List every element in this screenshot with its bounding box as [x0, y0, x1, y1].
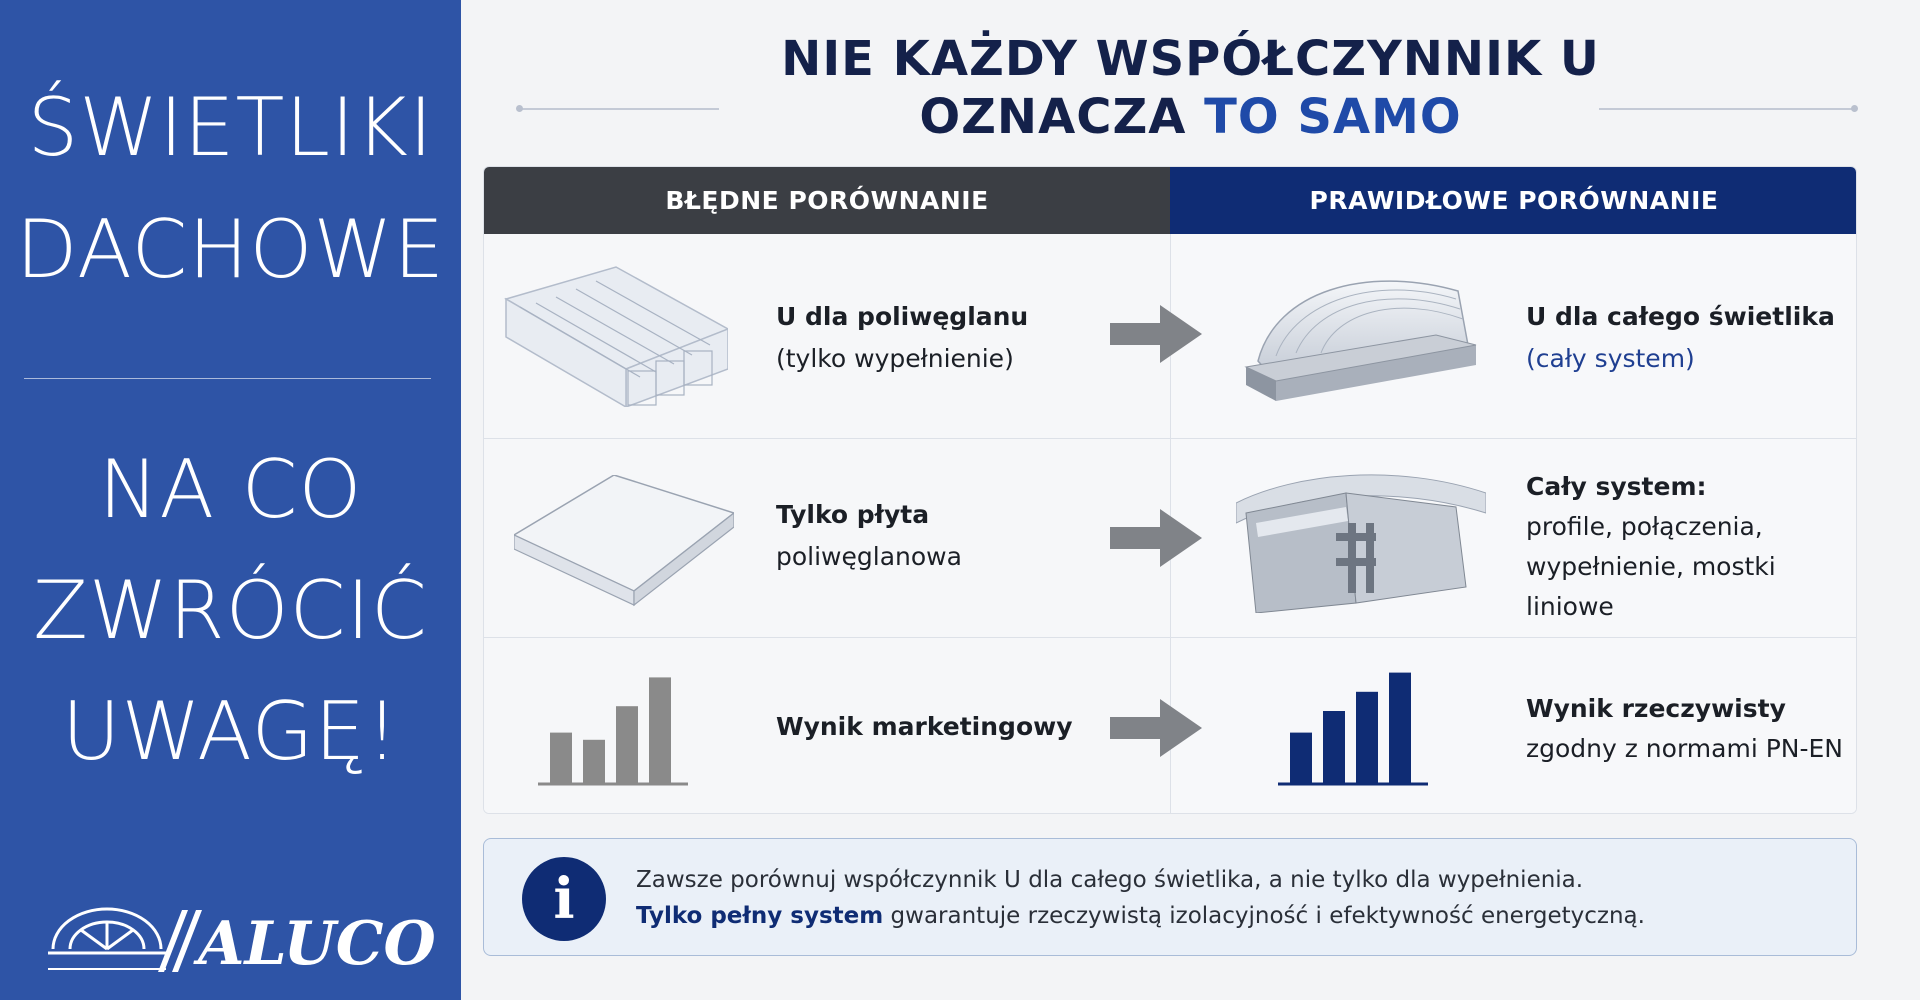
title-line2-accent: TO SAMO [1204, 89, 1462, 145]
row1-right-normal: (cały system) [1526, 344, 1695, 373]
aluminium-profile-system-image [1236, 463, 1486, 613]
info-line2-bold: Tylko pełny system [636, 903, 884, 929]
real-bar-4 [1389, 673, 1411, 783]
marketing-bar-4 [649, 677, 671, 783]
row2-wrong-normal: poliwęglanowa [776, 542, 962, 571]
title-line2 [461, 88, 1920, 146]
sub-line1: NA CO [98, 443, 363, 536]
title-deco-right [1599, 108, 1855, 110]
arrow-right-icon [1110, 509, 1202, 567]
main-content [461, 0, 1920, 1000]
row1-wrong-normal: (tylko wypełnienie) [776, 344, 1014, 373]
info-line2 [636, 903, 1645, 929]
real-bar-3 [1356, 692, 1378, 783]
arrow-right-icon [1110, 305, 1202, 363]
row3-wrong-bold: Wynik marketingowy [776, 712, 1073, 741]
info-line2-rest: gwarantuje rzeczywistą izolacyjność i efektywność energetyczną. [883, 903, 1645, 929]
sub-line2: ZWRÓCIĆ [33, 564, 428, 657]
row1-wrong-bold: U dla poliwęglanu [776, 302, 1029, 331]
left-panel [0, 0, 461, 1000]
real-bar-chart [1278, 657, 1428, 793]
marketing-bar-1 [550, 733, 572, 783]
heading-line1: ŚWIETLIKI [27, 81, 434, 174]
sub-line3: UWAGĘ! [61, 685, 400, 778]
row3-right-bold: Wynik rzeczywisty [1526, 694, 1786, 723]
row2-right-normal-2: wypełnienie, mostki liniowe [1526, 552, 1776, 621]
row2-right-normal-1: profile, połączenia, [1526, 512, 1763, 541]
arrow-right-icon [1110, 699, 1202, 757]
header-right-comparison: PRAWIDŁOWE PORÓWNANIE [1170, 167, 1857, 234]
real-bar-2 [1323, 711, 1345, 783]
left-divider [24, 378, 431, 379]
comparison-table [483, 166, 1857, 814]
real-bar-1 [1290, 733, 1312, 783]
aluco-logo [48, 902, 438, 972]
row2-wrong-bold: Tylko płyta [776, 500, 930, 529]
polycarbonate-sheet-image [514, 475, 734, 611]
title-deco-left [519, 108, 719, 110]
row2-right-bold: Cały system: [1526, 472, 1707, 501]
info-box [483, 838, 1857, 956]
row1-right-bold: U dla całego świetlika [1526, 302, 1835, 331]
info-line1: Zawsze porównuj współczynnik U dla całego świetlika, a nie tylko dla wypełnienia. [636, 867, 1584, 893]
title-line1: NIE KAŻDY WSPÓŁCZYNNIK U [781, 31, 1600, 87]
heading-line2: DACHOWE [15, 203, 446, 296]
logo-text: ALUCO [198, 909, 436, 972]
header-wrong-comparison: BŁĘDNE PORÓWNANIE [484, 167, 1170, 234]
marketing-bar-3 [616, 706, 638, 783]
title-line2-prefix: OZNACZA [919, 89, 1187, 145]
marketing-bar-2 [583, 740, 605, 783]
skylight-logo-icon [48, 909, 166, 953]
skylight-dome-image [1236, 261, 1486, 409]
marketing-bar-chart [538, 657, 688, 793]
row3-right-normal: zgodny z normami PN-EN [1526, 734, 1844, 763]
polycarbonate-channel-image [496, 259, 728, 407]
info-icon: i [522, 857, 606, 941]
